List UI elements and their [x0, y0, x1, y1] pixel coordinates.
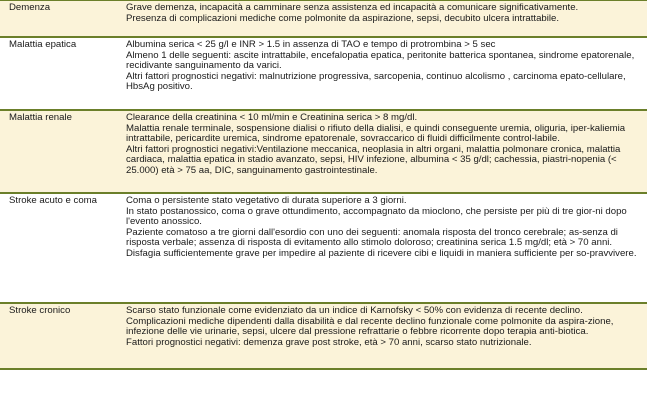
row-content: [112, 1, 647, 36]
row-label: Stroke cronico: [9, 305, 71, 316]
table-row-stroke-cronico: [0, 304, 647, 370]
criteria-line: Complicazioni mediche dipendenti dalla disabilità e dal recente declino funzionale come polmonite da aspira-zione, infezione delle vie urinarie, sepsi, ulcere dal pressione refrattarie o febbre ricorrente dopo terapia anti-biotica.: [126, 315, 614, 338]
criteria-line: Albumina serica < 25 g/l e INR > 1.5 in assenza di TAO e tempo di protrombina > 5 sec: [126, 39, 496, 50]
table-row-malattia-renale: [0, 111, 647, 194]
criteria-line: Fattori prognostici negativi: demenza grave post stroke, età > 70 anni, scarso stato nutrizionale.: [126, 336, 532, 348]
criteria-line: Paziente comatoso a tre giorni dall'esordio con uno dei seguenti: anomala risposta del tronco cerebrale; as-senza di risposta verbale; assenza di risposta di evitamento allo stimolo doloroso; creatinina serica 1.5 mg/dl; età > 70 anni.: [126, 226, 618, 249]
criteria-line: Clearance della creatinina < 10 ml/min e Creatinina serica > 8 mg/dl.: [126, 112, 418, 123]
criteria-line: Grave demenza, incapacità a camminare senza assistenza ed incapacità a comunicare significativamente.: [126, 2, 579, 13]
criteria-line: Presenza di complicazioni mediche come polmonite da aspirazione, sepsi, decubito ulcera intrattabile.: [126, 12, 560, 24]
criteria-line: Altri fattori prognostici negativi: malnutrizione progressiva, sarcopenia, continuo alcolismo , carcinoma epato-cellulare, HbsAg positivo.: [126, 70, 626, 93]
row-label: Malattia renale: [9, 112, 72, 123]
criteria-line: Malattia renale terminale, sospensione dialisi o rifiuto della dialisi, e quindi conseguente uremia, oliguria, iper-kaliemia intrattabile, pericardite uremica, sindrome epatorenale, sovraccarico di fluidi difficilmente control-labile.: [126, 122, 626, 145]
criteria-line: Almeno 1 delle seguenti: ascite intrattabile, encefalopatia epatica, peritonite batterica spontanea, sindrome epatorenale, recidivante sanguinamento da varici.: [126, 49, 635, 72]
row-content: [112, 111, 647, 192]
criteria-line: Altri fattori prognostici negativi:Ventilazione meccanica, neoplasia in altri organi, malattia polmonare cronica, malattia cardiaca, malattia epatica in stadio avanzato, sepsi, HIV infezione, albumina < 35 g/dl; cachessia, piastri-nopenia (< 25.000) età > 75 aa, DIC, sanguinamento gastrointestinale.: [126, 143, 621, 176]
row-label: Malattia epatica: [9, 39, 77, 50]
row-content: [112, 194, 647, 302]
table-row-malattia-epatica: [0, 38, 647, 111]
criteria-line: In stato postanossico, coma o grave ottundimento, accompagnato da mioclono, che persiste per più di tre gior-ni dopo l'evento anossico.: [126, 205, 627, 228]
criteria-line: Coma o persistente stato vegetativo di durata superiore a 3 giorni.: [126, 195, 407, 206]
row-label: Demenza: [9, 2, 51, 13]
table-row-demenza: [0, 1, 647, 38]
criteria-line: Disfagia sufficientemente grave per impedire al paziente di ricevere cibi e liquidi in maniera sufficiente per so-pravvivere.: [126, 247, 637, 259]
row-content: [112, 304, 647, 368]
row-content: [112, 38, 647, 109]
row-label: Stroke acuto e coma: [9, 195, 97, 206]
table-row-stroke-acuto: [0, 194, 647, 304]
criteria-line: Scarso stato funzionale come evidenziato da un indice di Karnofsky < 50% con evidenza di recente declino.: [126, 305, 583, 316]
